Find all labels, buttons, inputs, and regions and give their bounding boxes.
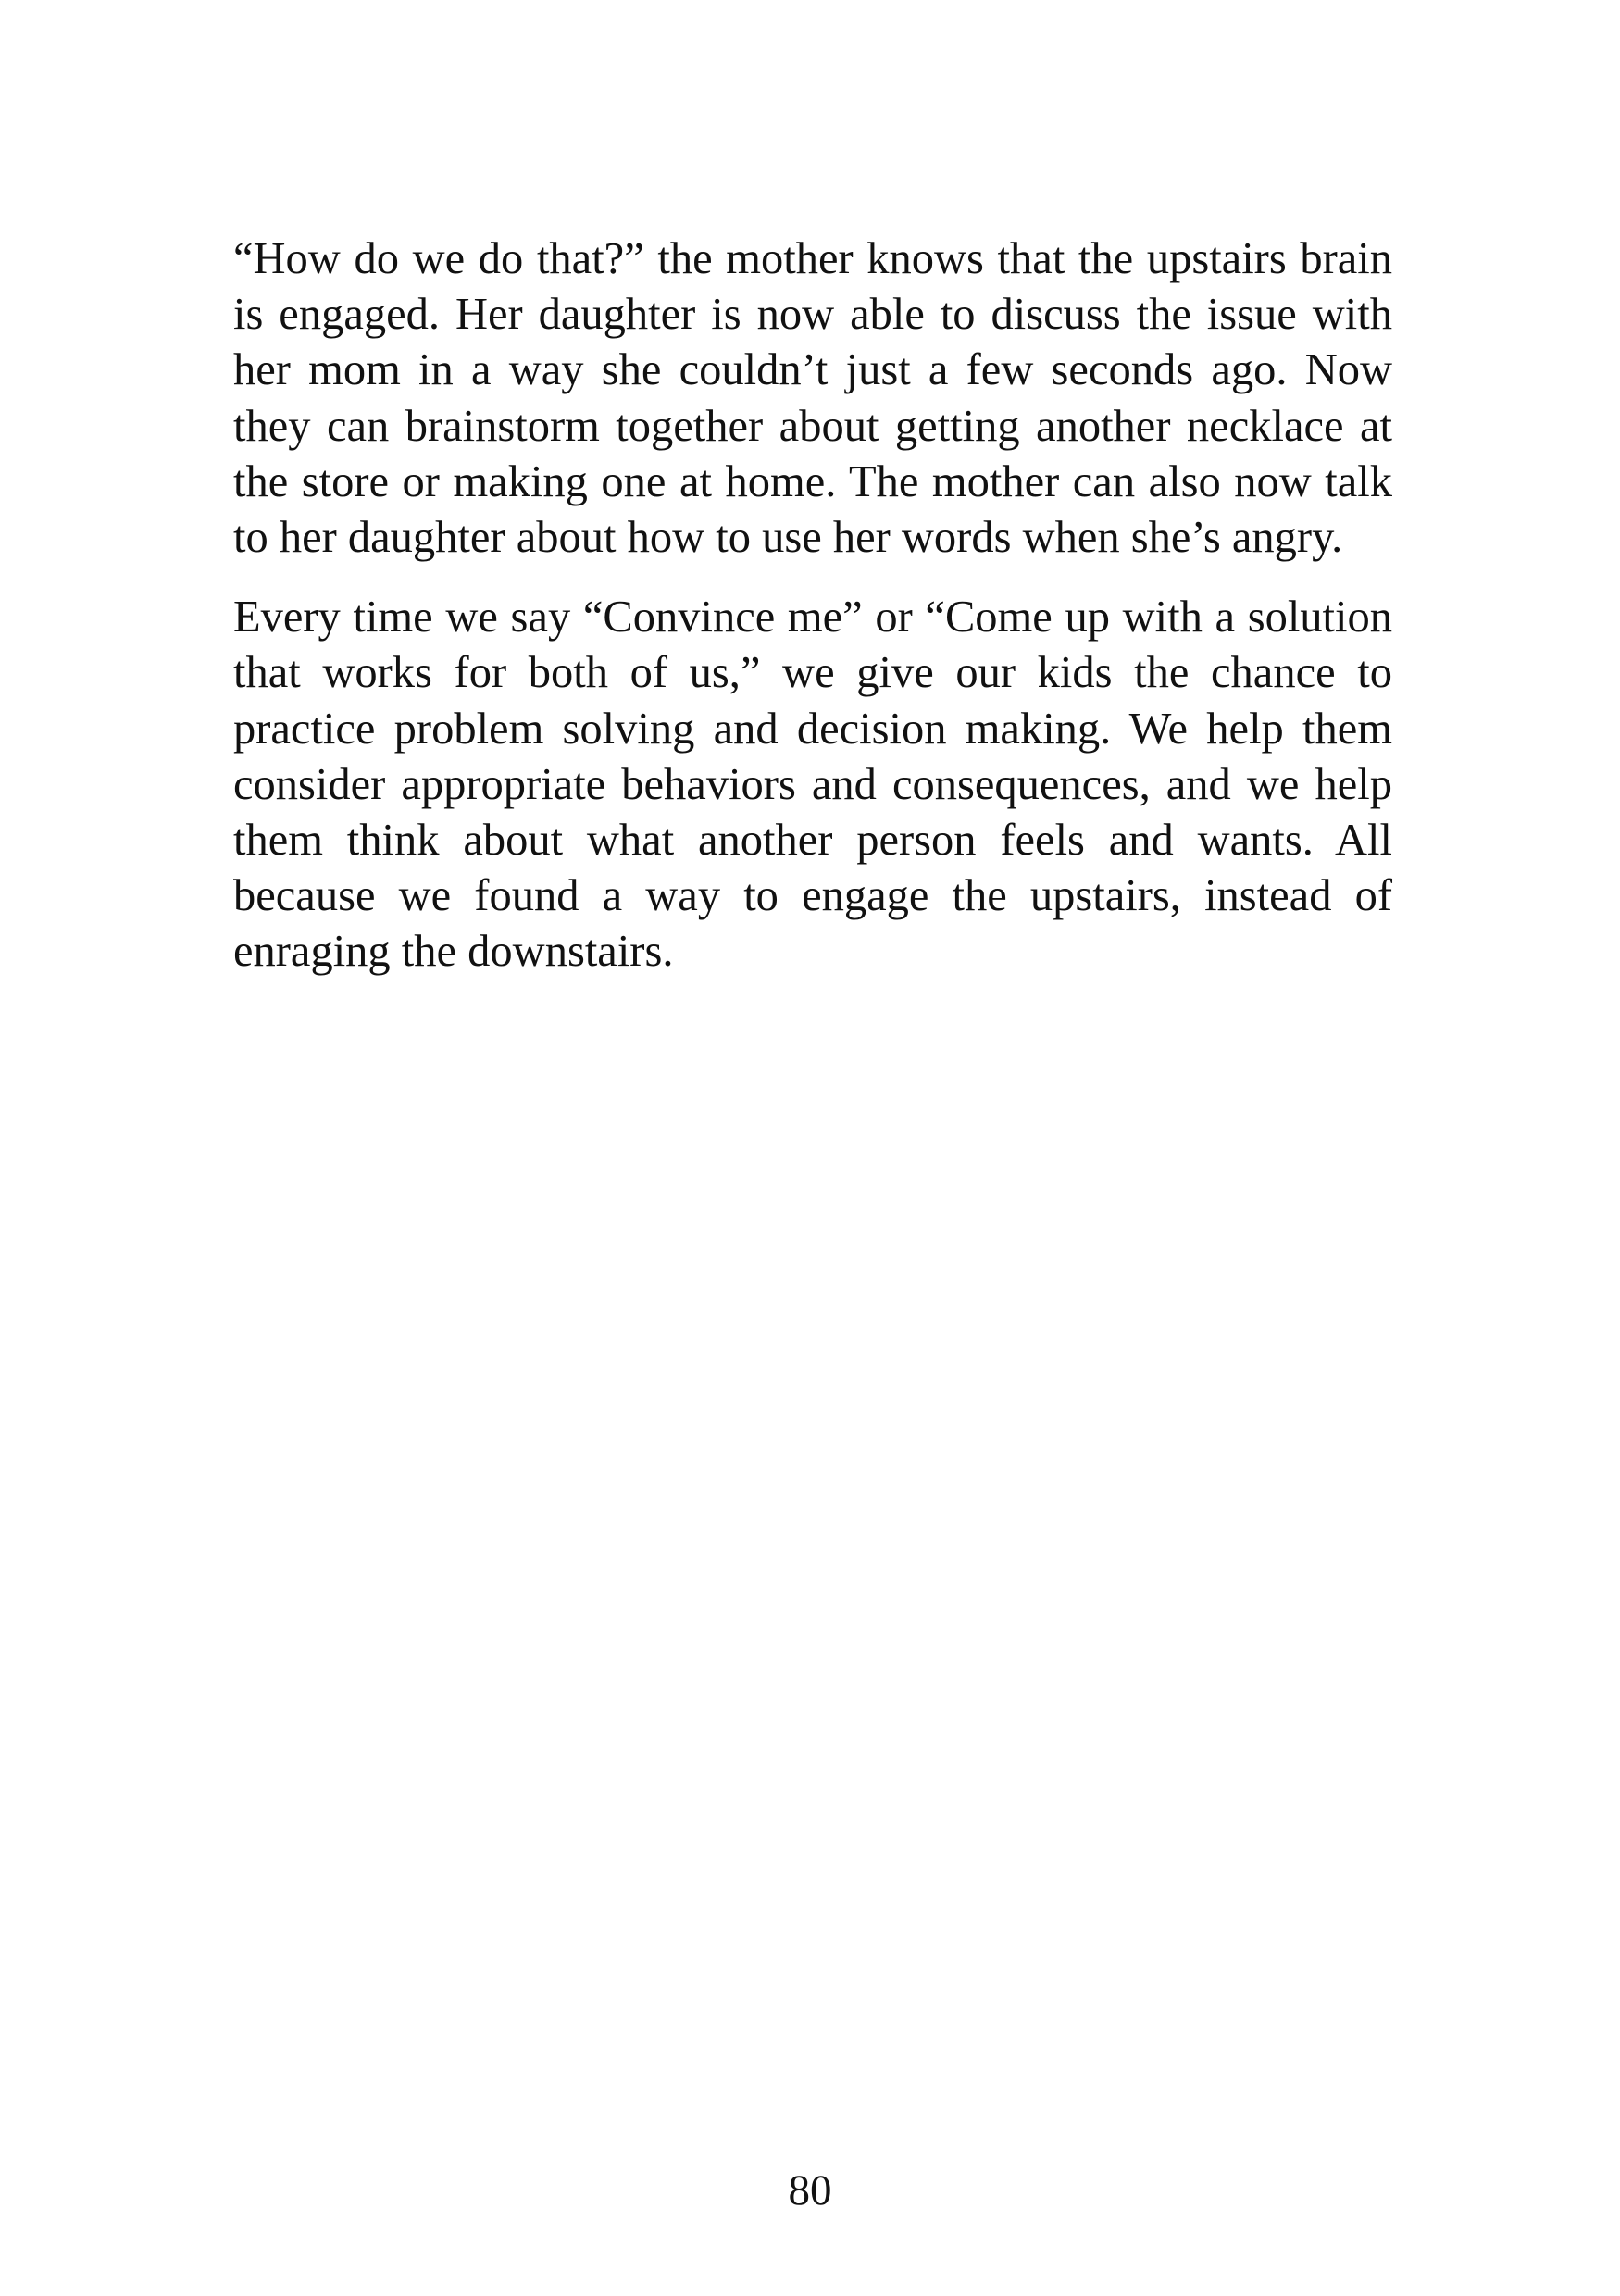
paragraph-2: Every time we say “Convince me” or “Come up with a solution that works for both of us,” we give our kids the chance to practice problem solving and decision making. We help them consider appropriate behaviors and consequences, and we help them think about what another person feels and wants. All because we found a way to engage the upstairs, instead of enraging the downstairs. [233,593,1392,977]
body-text [233,231,1392,1004]
page-number: 80 [788,2166,832,2215]
paragraph-1: “How do we do that?” the mother knows that the upstairs brain is engaged. Her daughter is now able to discuss the issue with her mom in a way she couldn’t just a few seconds ago. Now they can brainstorm together about getting another necklace at the store or making one at home. The mother can also now talk to her daughter about how to use her words when she’s angry. [233,234,1392,563]
